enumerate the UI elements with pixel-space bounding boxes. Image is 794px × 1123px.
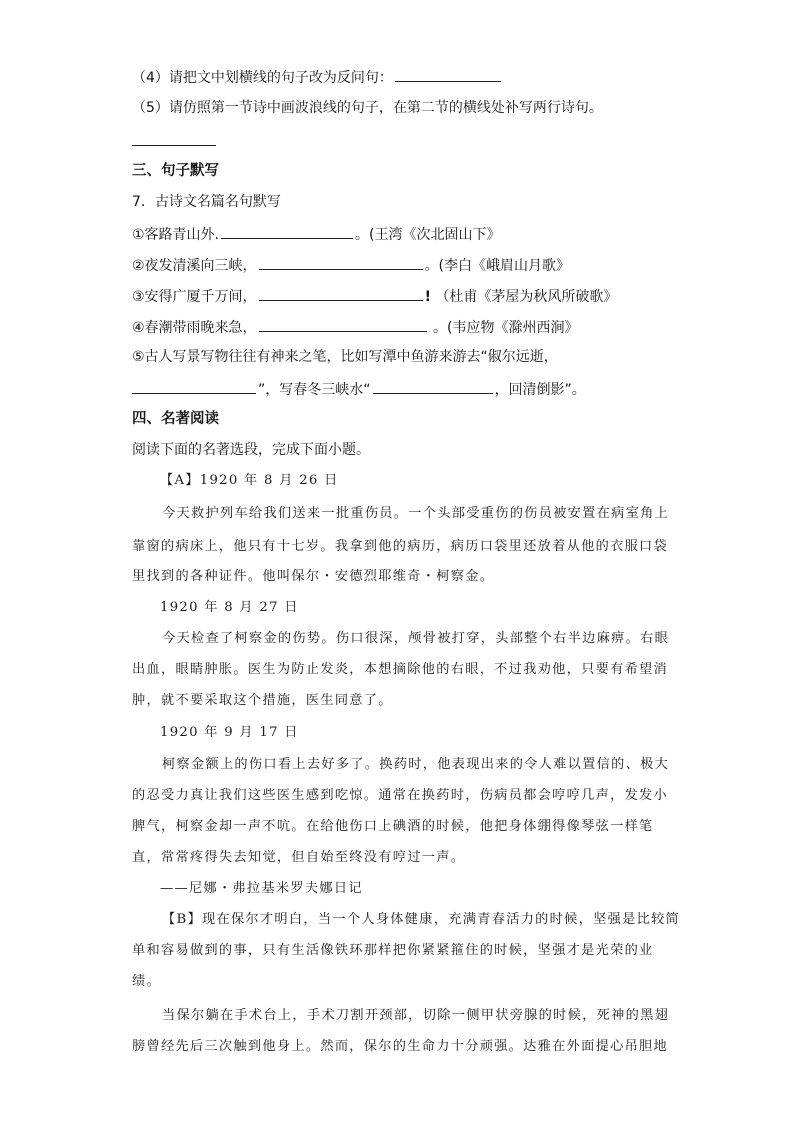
answer-blank[interactable]: [395, 66, 501, 82]
answer-blank[interactable]: [373, 378, 493, 394]
item-source: 。(韦应物《滁州西涧》: [433, 320, 579, 336]
excerpt-a-p1-line-1: 今天救护列车给我们送来一批重伤员。一个头部受重伤的伤员被安置在病室角上: [162, 506, 670, 521]
item-text: ”，写春冬三峡水“: [258, 382, 371, 398]
section-3-title: 三、句子默写: [132, 163, 219, 179]
item-prompt: ①客路青山外.: [132, 227, 220, 243]
answer-blank-line[interactable]: [132, 145, 216, 146]
excerpt-a-p3-line-4: 直，常常疼得失去知觉，但自始至终没有哼过一声。: [132, 850, 466, 865]
excerpt-a-p3-line-2: 的忍受力真让我们这些医生感到吃惊。通常在换药时，伤病员都会哼哼几声，发发小: [132, 788, 669, 803]
excerpt-b-p2-line-1: 当保尔躺在手术台上，手术刀割开颈部，切除一侧甲状旁腺的时候，死神的黑翅: [162, 1008, 670, 1023]
excerpt-b-p2-line-2: 膀曾经先后三次触到他身上。然而，保尔的生命力十分顽强。达雅在外面提心吊胆地: [132, 1039, 669, 1054]
recitation-item-1: [132, 223, 500, 245]
excerpt-a-p2-line-2: 出血，眼睛肿胀。医生为防止发炎，本想摘除他的右眼，不过我劝他，只要有希望消: [132, 662, 669, 677]
excerpt-a-source: ——尼娜・弗拉基米罗夫娜日记: [160, 881, 363, 896]
excerpt-a-p3-line-1: 柯察金额上的伤口看上去好多了。换药时，他表现出来的令人难以置信的、极大: [162, 757, 670, 772]
excerpt-a-p3-line-3: 脾气，柯察金却一声不吭。在给他伤口上碘酒的时候，他把身体绷得像琴弦一样笔: [132, 819, 654, 834]
question-7: 7．古诗文名篇名句默写: [132, 194, 281, 210]
excerpt-a-p2-line-1: 今天检查了柯察金的伤势。伤口很深，颅骨被打穿，头部整个右半边麻痹。右眼: [162, 631, 670, 646]
question-4-text: （4）请把文中划横线的句子改为反问句：: [132, 70, 393, 86]
excerpt-a-p1-line-2: 靠窗的病床上，他只有十七岁。我拿到他的病历，病历口袋里还放着从他的衣服口袋: [132, 539, 669, 554]
recitation-item-3: [132, 285, 617, 307]
item-prompt: ③安得广厦千万间，: [132, 289, 257, 305]
item-prompt: ④春潮带雨晚来急，: [132, 320, 257, 336]
excerpt-a-date-2: 1920 年 8 月 27 日: [160, 600, 299, 615]
question-5: （5）请仿照第一节诗中画波浪线的句子，在第二节的横线处补写两行诗句。: [132, 100, 603, 116]
answer-blank[interactable]: [259, 285, 423, 301]
item-text: ，回清倒影”。: [494, 382, 586, 398]
answer-blank[interactable]: [259, 316, 427, 332]
question-4: [132, 66, 503, 88]
excerpt-a-date-3: 1920 年 9 月 17 日: [160, 725, 299, 740]
recitation-item-2: [132, 254, 570, 276]
section-4-intro: 阅读下面的名著选段，完成下面小题。: [132, 442, 370, 458]
excerpt-a-p1-line-3: 里找到的各种证件。他叫保尔・安德烈耶维奇・柯察金。: [132, 569, 495, 584]
answer-blank[interactable]: [221, 223, 353, 239]
excerpt-b-p1-line-2: 单和容易做到的事，只有生活像铁环那样把你紧紧箍住的时候，坚强才是光荣的业: [132, 943, 654, 958]
excerpt-a-header: 【A】1920 年 8 月 26 日: [160, 473, 339, 488]
item-source: 。(李白《峨眉山月歌》: [424, 258, 571, 274]
item-prompt: ②夜发清溪向三峡，: [132, 258, 257, 274]
answer-blank[interactable]: [132, 378, 256, 394]
section-4-title: 四、名著阅读: [132, 411, 219, 427]
answer-blank[interactable]: [259, 254, 423, 270]
item-source: 。(王湾《次北固山下》: [355, 227, 501, 243]
excerpt-b-p1-line-1: 【B】现在保尔才明白，当一个人身体健康，充满青春活力的时候，坚强是比较简: [162, 912, 681, 927]
recitation-item-5-line-1: ⑤古人写景写物往往有神来之笔，比如写潭中鱼游来游去“俶尔远逝，: [132, 349, 558, 365]
excerpt-a-p2-line-3: 肿，就不要采取这个措施，医生同意了。: [132, 693, 393, 708]
exclamation-mark: !: [424, 289, 431, 305]
recitation-item-5-line-2: [132, 378, 586, 400]
excerpt-b-p1-line-3: 绩。: [132, 974, 161, 989]
recitation-item-4: [132, 316, 578, 338]
item-source: （杜甫《茅屋为秋风所破歌》: [435, 289, 618, 305]
